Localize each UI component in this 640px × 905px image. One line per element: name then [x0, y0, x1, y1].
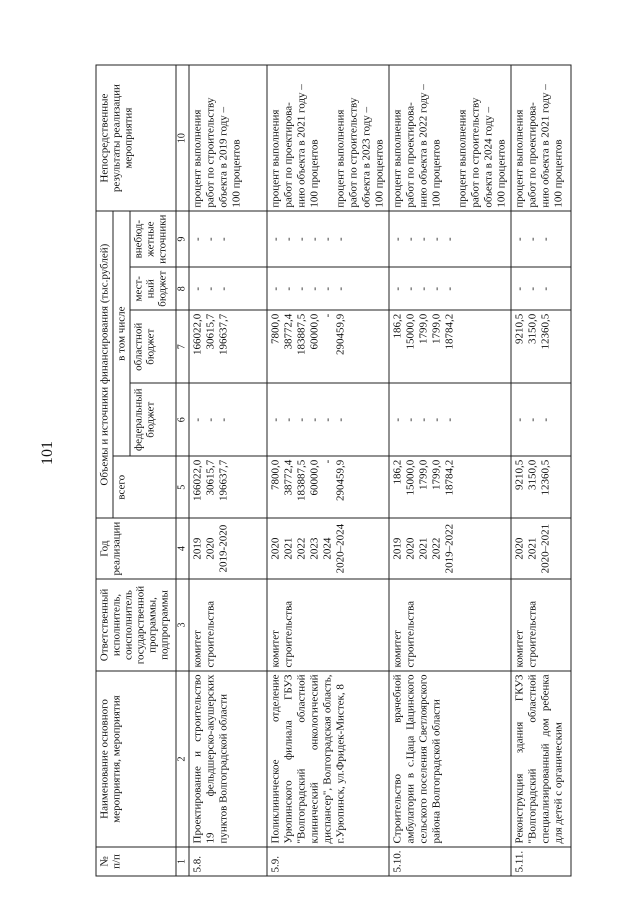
cell-years — [267, 518, 389, 579]
federal-value: - — [526, 417, 539, 422]
header-results: Непосредственные результаты реализации мероприятия — [96, 65, 176, 211]
header-regional: областной бюджет — [130, 310, 176, 383]
total-value: 60000,0 — [308, 459, 321, 496]
total-value: 186,2 — [391, 459, 404, 485]
years-value: 2023 — [308, 537, 321, 560]
federal-value: - — [539, 417, 552, 422]
total-value: 15000,0 — [404, 459, 417, 496]
total-value: 18784,2 — [443, 459, 456, 496]
regional-value: 186,2 — [391, 313, 404, 339]
cell-executor: комитет строительства — [511, 579, 571, 671]
table-row — [511, 65, 571, 876]
cell-name: Реконструкция здания ГКУЗ "Волгоградский областной специализированный дом ребенка для детей с органическим — [511, 671, 571, 847]
header-year: Год реализации — [96, 518, 176, 579]
cell-name: Проектирование и строительство 19 фельдшерско-акушерских пунктов Волгоградской области — [189, 671, 267, 847]
table-row — [267, 65, 389, 876]
column-number: 10 — [176, 65, 189, 211]
cell-executor: комитет строительства — [389, 579, 511, 671]
years-value: 2019–2022 — [443, 523, 456, 574]
local-value: - — [539, 286, 552, 291]
cell-results — [189, 65, 267, 211]
result-line: работ по проектирова- — [282, 102, 295, 208]
result-line: объекта в 2023 году – — [360, 106, 373, 208]
cell-federal — [389, 383, 511, 456]
regional-value: 15000,0 — [404, 313, 417, 350]
result-line: 100 процентов — [495, 139, 508, 208]
cell-no: 5.10. — [389, 847, 511, 876]
result-line: 100 процентов — [430, 139, 443, 208]
federal-value: - — [308, 417, 321, 422]
cell-total — [189, 456, 267, 518]
local-value: - — [391, 286, 404, 291]
result-line: процент выполнения — [456, 109, 469, 208]
table-row — [189, 65, 267, 876]
result-line: работ по проектирова- — [526, 102, 539, 208]
result-line: процент выполнения — [269, 109, 282, 208]
cell-executor: комитет строительства — [267, 579, 389, 671]
cell-local — [389, 267, 511, 310]
cell-no: 5.8. — [189, 847, 267, 876]
cell-total — [511, 456, 571, 518]
federal-value: - — [334, 417, 347, 422]
cell-total — [267, 456, 389, 518]
local-value: - — [334, 286, 347, 291]
result-line: 100 процентов — [308, 139, 321, 208]
regional-value: 7800,0 — [269, 313, 282, 344]
extra-value: - — [430, 237, 443, 241]
federal-value: - — [404, 417, 417, 422]
cell-years — [189, 518, 267, 579]
cell-results — [511, 65, 571, 211]
cell-extra — [267, 211, 389, 267]
local-value: - — [404, 286, 417, 291]
local-value: - — [282, 286, 295, 291]
cell-results — [389, 65, 511, 211]
local-value: - — [295, 286, 308, 291]
cell-federal — [511, 383, 571, 456]
regional-value: 3150,0 — [526, 313, 539, 344]
total-value: 30615,7 — [204, 459, 217, 496]
years-value: 2021 — [417, 537, 430, 560]
total-value: 9210,5 — [513, 459, 526, 490]
local-value: - — [269, 286, 282, 291]
total-value: 290459,9 — [334, 459, 347, 501]
header-volumes: Объемы и источники финансирования (тыс.рублей) — [96, 211, 113, 518]
header-extra: внебюд- жетные источники — [130, 211, 176, 267]
federal-value: - — [204, 417, 217, 422]
extra-value: - — [334, 237, 347, 241]
total-value: - — [321, 459, 334, 464]
result-line: работ по строительству — [469, 97, 482, 208]
result-line: работ по проектирова- — [404, 102, 417, 208]
years-value: 2020 — [513, 537, 526, 560]
years-value: 2020 — [269, 537, 282, 560]
local-value: - — [430, 286, 443, 291]
header-name: Наименование основного мероприятия, мероприятия — [96, 671, 176, 847]
years-value: 2021 — [282, 537, 295, 560]
cell-extra — [511, 211, 571, 267]
result-gap — [444, 69, 457, 208]
column-number: 5 — [176, 456, 189, 518]
result-line: процент выполнения — [391, 109, 404, 208]
result-gap — [322, 69, 335, 208]
result-line: объекта в 2019 году – — [217, 106, 230, 208]
extra-value: - — [204, 237, 217, 241]
result-line: нию объекта в 2022 году – — [417, 84, 430, 208]
result-line: нию объекта в 2021 году – — [539, 84, 552, 208]
cell-no: 5.9. — [267, 847, 389, 876]
local-value: - — [191, 286, 204, 291]
regional-value: 1799,0 — [417, 313, 430, 344]
federal-value: - — [191, 417, 204, 422]
federal-value: - — [321, 417, 334, 422]
federal-value: - — [513, 417, 526, 422]
years-value: 2019 — [191, 537, 204, 560]
result-line: процент выполнения — [191, 109, 204, 208]
federal-value: - — [430, 417, 443, 422]
local-value: - — [217, 286, 230, 291]
years-value: 2019-2020 — [217, 524, 230, 573]
regional-value: 30615,7 — [204, 313, 217, 350]
result-line: процент выполнения — [334, 109, 347, 208]
total-value: 183887,5 — [295, 459, 308, 501]
page-number: 101 — [39, 441, 56, 465]
regional-value: 9210,5 — [513, 313, 526, 344]
financing-table — [96, 65, 572, 877]
years-value: 2022 — [430, 537, 443, 560]
extra-value: - — [513, 237, 526, 241]
total-value: 1799,0 — [430, 459, 443, 490]
column-number: 7 — [176, 310, 189, 383]
total-value: 12360,5 — [539, 459, 552, 496]
header-executor: Ответственный исполнитель, соисполнитель государственной программы, подпрограммы — [96, 579, 176, 671]
regional-value: 60000,0 — [308, 313, 321, 350]
table-body — [189, 65, 571, 876]
local-value: - — [308, 286, 321, 291]
total-value: 3150,0 — [526, 459, 539, 490]
federal-value: - — [269, 417, 282, 422]
regional-value: 183887,5 — [295, 313, 308, 355]
result-line: работ по строительству — [347, 97, 360, 208]
cell-total — [389, 456, 511, 518]
cell-federal — [267, 383, 389, 456]
local-value: - — [417, 286, 430, 291]
cell-regional — [189, 310, 267, 383]
result-line: 100 процентов — [552, 139, 565, 208]
total-value: 7800,0 — [269, 459, 282, 490]
cell-local — [189, 267, 267, 310]
cell-local — [511, 267, 571, 310]
federal-value: - — [295, 417, 308, 422]
extra-value: - — [417, 237, 430, 241]
result-line: 100 процентов — [373, 139, 386, 208]
extra-value: - — [269, 237, 282, 241]
regional-value: 18784,2 — [443, 313, 456, 350]
cell-regional — [511, 310, 571, 383]
federal-value: - — [417, 417, 430, 422]
regional-value: - — [321, 313, 334, 318]
header-local: мест- ный бюджет — [130, 267, 176, 310]
years-value: 2022 — [295, 537, 308, 560]
regional-value: 290459,9 — [334, 313, 347, 355]
local-value: - — [443, 286, 456, 291]
header-federal: федеральный бюджет — [130, 383, 176, 456]
total-value: 166022,0 — [191, 459, 204, 501]
regional-value: 1799,0 — [430, 313, 443, 344]
extra-value: - — [217, 237, 230, 241]
local-value: - — [321, 286, 334, 291]
extra-value: - — [443, 237, 456, 241]
cell-years — [389, 518, 511, 579]
years-value: 2020 — [404, 537, 417, 560]
column-number: 4 — [176, 518, 189, 579]
column-number: 9 — [176, 211, 189, 267]
years-value: 2020–2021 — [539, 523, 552, 574]
years-value: 2021 — [526, 537, 539, 560]
column-number: 8 — [176, 267, 189, 310]
cell-no: 5.11. — [511, 847, 571, 876]
total-value: 196637,7 — [217, 459, 230, 501]
result-line: процент выполнения — [513, 109, 526, 208]
federal-value: - — [217, 417, 230, 422]
column-number: 6 — [176, 383, 189, 456]
header-no: № п/п — [96, 847, 176, 876]
years-value: 2019 — [391, 537, 404, 560]
column-number: 3 — [176, 579, 189, 671]
extra-value: - — [539, 237, 552, 241]
cell-federal — [189, 383, 267, 456]
column-number-row — [176, 65, 189, 876]
column-number: 2 — [176, 671, 189, 847]
regional-value: 166022,0 — [191, 313, 204, 355]
local-value: - — [526, 286, 539, 291]
total-value: 38772,4 — [282, 459, 295, 496]
extra-value: - — [295, 237, 308, 241]
extra-value: - — [321, 237, 334, 241]
regional-value: 196637,7 — [217, 313, 230, 355]
cell-years — [511, 518, 571, 579]
header-total: всего — [113, 456, 176, 518]
cell-local — [267, 267, 389, 310]
cell-name: Строительство врачебной амбулатории в с.Цаца Цацинского сельского поселения Светлоярского района Волгоградской области — [389, 671, 511, 847]
extra-value: - — [308, 237, 321, 241]
table-row — [389, 65, 511, 876]
years-value: 2020–2024 — [334, 523, 347, 574]
extra-value: - — [191, 237, 204, 241]
total-value: 1799,0 — [417, 459, 430, 490]
header-incl: в том числе — [113, 211, 130, 456]
result-line: работ по строительству — [204, 97, 217, 208]
cell-results — [267, 65, 389, 211]
cell-extra — [189, 211, 267, 267]
rotated-sheet — [1, 0, 640, 905]
local-value: - — [204, 286, 217, 291]
cell-executor: комитет строительства — [189, 579, 267, 671]
extra-value: - — [391, 237, 404, 241]
federal-value: - — [282, 417, 295, 422]
regional-value: 12360,5 — [539, 313, 552, 350]
extra-value: - — [282, 237, 295, 241]
column-number: 1 — [176, 847, 189, 876]
years-value: 2020 — [204, 537, 217, 560]
years-value: 2024 — [321, 537, 334, 560]
cell-extra — [389, 211, 511, 267]
result-line: нию объекта в 2021 году – — [295, 84, 308, 208]
cell-regional — [267, 310, 389, 383]
extra-value: - — [526, 237, 539, 241]
result-line: 100 процентов — [230, 139, 243, 208]
cell-name: Поликлиническое отделение Урюпинского филиала ГБУЗ "Волгоградский областной клинический онкологический диспансер", Волгоградская область, г.Урюпинск, ул.Фридек-Мистек, 8 — [267, 671, 389, 847]
cell-regional — [389, 310, 511, 383]
extra-value: - — [404, 237, 417, 241]
federal-value: - — [443, 417, 456, 422]
federal-value: - — [391, 417, 404, 422]
regional-value: 38772,4 — [282, 313, 295, 350]
result-line: объекта в 2024 году – — [482, 106, 495, 208]
local-value: - — [513, 286, 526, 291]
